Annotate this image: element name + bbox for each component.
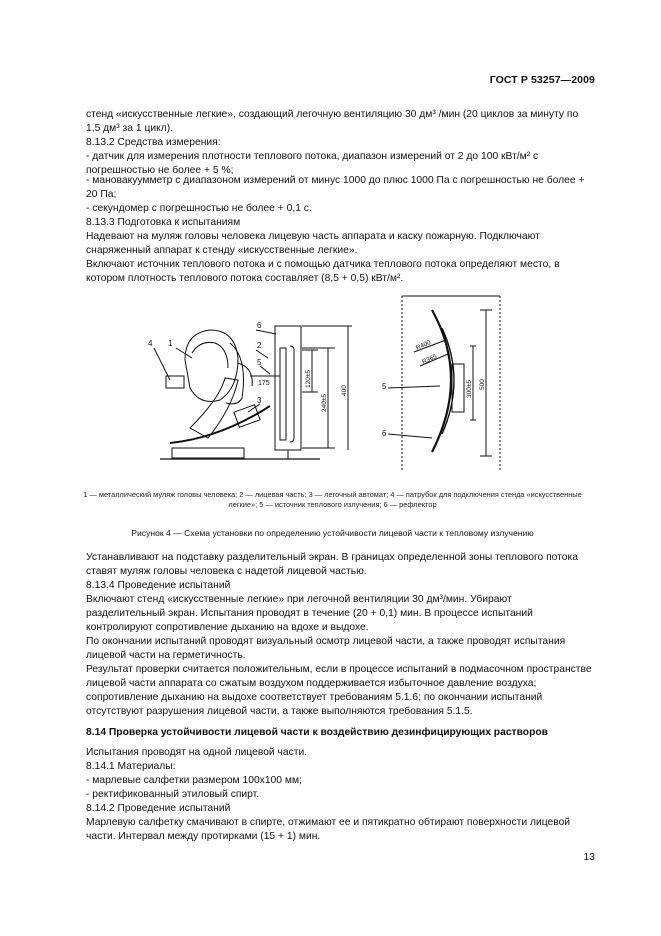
paragraph: По окончании испытаний проводят визуальный осмотр лицевой части, а также проводят испытания лицевой части на герметичность. xyxy=(86,636,566,661)
paragraph: - секундомер с погрешностью не более + 0,1 с. xyxy=(86,203,312,214)
head-support xyxy=(190,378,238,438)
dim-500: 500 xyxy=(479,379,486,390)
paragraph: Результат проверки считается положительным, если в процессе испытаний в подмасочном пространстве лицевой части аппарата со сжатым воздухом поддерживается избыточное давление воздуха; сопротивление дыханию на выдохе соответствует требованиям 5.1.6; по окончании испытаний отсутствуют разрушения лицевой части, а также выполняются требования 5.1.5. xyxy=(86,664,592,717)
label-5-right: 5 xyxy=(382,382,387,391)
label-3: 3 xyxy=(257,396,262,405)
paragraph: - мановакуумметр с диапазоном измерений от минус 1000 до плюс 1000 Па с погрешностью не более + 20 Па; xyxy=(86,175,585,200)
dim-300: 300±5 xyxy=(466,379,473,398)
dim-175: 175 xyxy=(258,380,270,387)
base-stand xyxy=(172,448,244,458)
dim-240: 240±5 xyxy=(321,393,328,412)
paragraph: стенд «искусственные легкие», создающий легочную вентиляцию 30 дм³ /мин (20 циклов за минуту по 1,5 дм³ за 1 цикл). xyxy=(86,109,579,134)
label-4: 4 xyxy=(148,339,153,348)
paragraph-heading: 8.14.2 Проведение испытаний xyxy=(86,803,231,814)
screen-panel xyxy=(275,326,301,450)
figure-diagram xyxy=(130,288,530,478)
dim-120: 120±5 xyxy=(305,369,312,388)
label-6-right: 6 xyxy=(382,429,387,438)
head-dummy xyxy=(185,330,238,402)
paragraph-heading: 8.13.3 Подготовка к испытаниям xyxy=(86,217,241,228)
figure-legend: 1 — металлический муляж головы человека; 2 — лицевая часть; 3 — легочный автомат; 4 — патрубок для подключения стенда «искусственные легкие»; 5 — источник теплового излучения; 6 — рефлектор xyxy=(83,490,582,509)
reflector-arc xyxy=(432,310,451,452)
paragraph-heading: 8.14.1 Материалы: xyxy=(86,761,176,772)
label-6: 6 xyxy=(257,321,262,330)
paragraph: Марлевую салфетку смачивают в спирте, отжимают ее и пятикратно обтирают поверхности лицевой части. Интервал между протирками (15 + 1) мин. xyxy=(86,817,571,842)
figure-caption: Рисунок 4 — Схема установки по определению устойчивости лицевой части к тепловому излучению xyxy=(131,528,534,538)
section-title: 8.14 Проверка устойчивости лицевой части к воздействию дезинфицирующих растворов xyxy=(86,727,548,738)
paragraph: - ректификованный этиловый спирт. xyxy=(86,789,260,800)
paragraph: - марлевые салфетки размером 100x100 мм; xyxy=(86,775,302,786)
radius-400: R400 xyxy=(414,339,433,352)
label-5: 5 xyxy=(257,358,262,367)
radius-365: R365 xyxy=(420,353,439,366)
paragraph-heading: 8.13.4 Проведение испытаний xyxy=(86,580,231,591)
document-code-header: ГОСТ Р 53257—2009 xyxy=(489,74,595,86)
paragraph: Испытания проводят на одной лицевой части. xyxy=(86,747,308,758)
label-2: 2 xyxy=(257,341,262,350)
dim-400: 400 xyxy=(341,385,348,396)
paragraph: Надевают на муляж головы человека лицевую часть аппарата и каску пожарную. Подключают снаряженный аппарат к стенду «искусственные легкие». xyxy=(86,231,540,256)
page-number: 13 xyxy=(583,852,595,863)
lung-automat xyxy=(234,405,260,428)
paragraph: - датчик для измерения плотности теплового потока, диапазон измерений от 2 до 100 кВт/м² с погрешностью не более + 5 %; xyxy=(86,151,539,176)
paragraph: Включают источник теплового потока и с помощью датчика теплового потока определяют место, в котором плотность теплового потока составляет (8,5 + 0,5) кВт/м². xyxy=(86,259,560,284)
paragraph: Устанавливают на подставку разделительный экран. В границах определенной зоны теплового потока ставят муляж головы человека с надетой лицевой частью. xyxy=(86,552,578,577)
label-1: 1 xyxy=(168,339,173,348)
paragraph: Включают стенд «искусственные легкие» при легочной вентиляции 30 дм³/мин. Убирают разделительный экран. Испытания проводят в течение (20 + 0,1) мин. В процессе испытаний контролируют сопротивление дыханию на вдохе и выдохе. xyxy=(86,594,533,633)
paragraph-heading: 8.13.2 Средства измерения: xyxy=(86,137,221,148)
face-piece xyxy=(226,343,244,404)
